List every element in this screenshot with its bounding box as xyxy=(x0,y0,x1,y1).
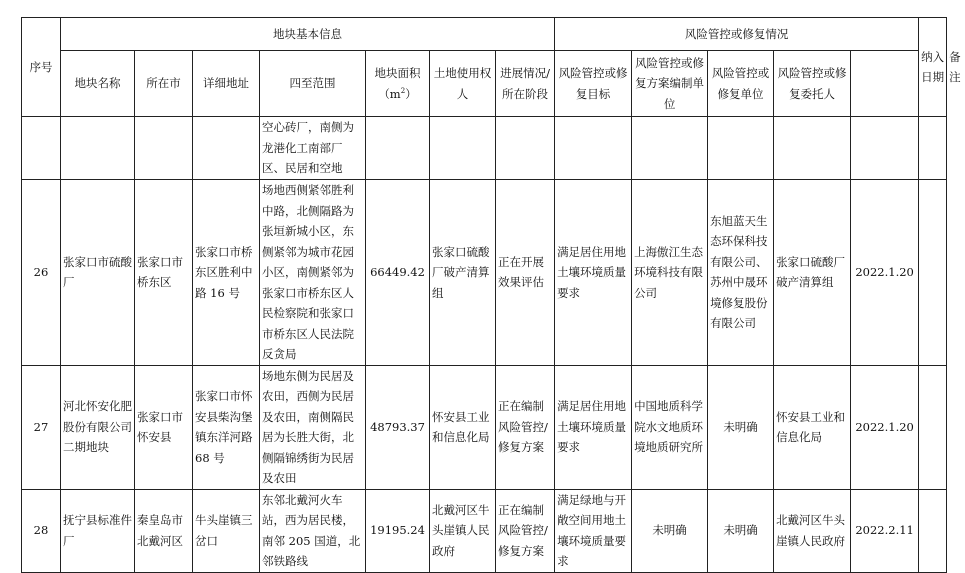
cell-name: 张家口市硫酸厂 xyxy=(61,180,135,366)
cell-target: 满足居住用地土壤环境质量要求 xyxy=(555,180,632,366)
cell-city: 张家口市桥东区 xyxy=(135,180,193,366)
cell-remark xyxy=(919,180,947,366)
header-basic-info: 地块基本信息 xyxy=(61,18,555,51)
header-seq: 序号 xyxy=(22,18,61,117)
cell-progress xyxy=(496,117,555,180)
col-impl-unit: 风险管控或修复单位 xyxy=(708,51,774,117)
cell-seq xyxy=(22,117,61,180)
col-area-unit: $(m^2)$ xyxy=(378,86,417,101)
col-area-label: 地块面积 xyxy=(374,66,421,80)
header-include-date: 纳入日期 xyxy=(919,18,947,117)
cell-land-user: 张家口硫酸厂破产清算组 xyxy=(430,180,496,366)
cell-address xyxy=(193,117,260,180)
cell-impl-unit: 未明确 xyxy=(708,489,774,572)
header-row-2 xyxy=(22,51,947,117)
cell-name xyxy=(61,117,135,180)
cell-impl-unit xyxy=(708,117,774,180)
cell-seq: 28 xyxy=(22,489,61,572)
cell-address: 张家口市桥东区胜利中路 16 号 xyxy=(193,180,260,366)
cell-city: 秦皇岛市北戴河区 xyxy=(135,489,193,572)
col-city: 所在市 xyxy=(135,51,193,117)
cell-remark xyxy=(919,489,947,572)
cell-progress: 正在编制风险管控/修复方案 xyxy=(496,365,555,489)
cell-land-user xyxy=(430,117,496,180)
col-plan-unit: 风险管控或修复方案编制单位 xyxy=(632,51,708,117)
col-client: 风险管控或修复委托人 xyxy=(774,51,851,117)
col-progress: 进展情况/所在阶段 xyxy=(496,51,555,117)
cell-target: 满足居住用地土壤环境质量要求 xyxy=(555,365,632,489)
table-row xyxy=(22,365,947,489)
cell-area: 66449.42 xyxy=(366,180,430,366)
cell-name: 抚宁县标准件厂 xyxy=(61,489,135,572)
cell-area xyxy=(366,117,430,180)
col-address: 详细地址 xyxy=(193,51,260,117)
cell-plan-unit: 中国地质科学院水文地质环境地质研究所 xyxy=(632,365,708,489)
cell-area: 48793.37 xyxy=(366,365,430,489)
cell-date xyxy=(851,117,919,180)
cell-impl-unit: 未明确 xyxy=(708,365,774,489)
cell-city: 张家口市怀安县 xyxy=(135,365,193,489)
cell-boundary: 东邻北戴河火车站，西为居民楼，南邻 205 国道，北邻铁路线 xyxy=(260,489,366,572)
cell-plan-unit xyxy=(632,117,708,180)
col-boundary: 四至范围 xyxy=(260,51,366,117)
cell-seq: 26 xyxy=(22,180,61,366)
cell-boundary: 场地东侧为民居及农田，西侧为民居及农田，南侧隔民居为长胜大街，北侧隔锦绣街为民居及农田 xyxy=(260,365,366,489)
cell-land-user: 怀安县工业和信息化局 xyxy=(430,365,496,489)
cell-progress: 正在编制风险管控/修复方案 xyxy=(496,489,555,572)
cell-impl-unit: 东旭蓝天生态环保科技有限公司、苏州中晟环境修复股份有限公司 xyxy=(708,180,774,366)
cell-client: 北戴河区牛头崖镇人民政府 xyxy=(774,489,851,572)
cell-date: 2022.2.11 xyxy=(851,489,919,572)
cell-land-user: 北戴河区牛头崖镇人民政府 xyxy=(430,489,496,572)
cell-target: 满足绿地与开敞空间用地土壤环境质量要求 xyxy=(555,489,632,572)
cell-remark xyxy=(919,117,947,180)
table-row xyxy=(22,117,947,180)
header-risk-info: 风险管控或修复情况 xyxy=(555,18,919,51)
cell-progress: 正在开展效果评估 xyxy=(496,180,555,366)
cell-boundary: 空心砖厂，南侧为龙港化工南部厂区、民居和空地 xyxy=(260,117,366,180)
table-row xyxy=(22,489,947,572)
cell-client: 怀安县工业和信息化局 xyxy=(774,365,851,489)
col-land-user: 土地使用权人 xyxy=(430,51,496,117)
cell-plan-unit: 未明确 xyxy=(632,489,708,572)
header-row-1: 序号 地块基本信息 风险管控或修复情况 纳入日期 备注 xyxy=(22,18,947,51)
cell-area: 19195.24 xyxy=(366,489,430,572)
cell-client: 张家口硫酸厂破产清算组 xyxy=(774,180,851,366)
col-name: 地块名称 xyxy=(61,51,135,117)
table-row xyxy=(22,180,947,366)
cell-name: 河北怀安化肥股份有限公司二期地块 xyxy=(61,365,135,489)
cell-seq: 27 xyxy=(22,365,61,489)
cell-target xyxy=(555,117,632,180)
cell-remark xyxy=(919,365,947,489)
cell-city xyxy=(135,117,193,180)
cell-plan-unit: 上海傲江生态环境科技有限公司 xyxy=(632,180,708,366)
cell-date: 2022.1.20 xyxy=(851,365,919,489)
cell-address: 张家口市怀安县柴沟堡镇东洋河路 68 号 xyxy=(193,365,260,489)
col-target: 风险管控或修复目标 xyxy=(555,51,632,117)
cell-client xyxy=(774,117,851,180)
cell-boundary: 场地西侧紧邻胜利中路，北侧隔路为张垣新城小区，东侧紧邻为城市花园小区，南侧紧邻为张家口市桥东区人民检察院和张家口市桥东区人民法院反贪局 xyxy=(260,180,366,366)
cell-address: 牛头崖镇三岔口 xyxy=(193,489,260,572)
col-area xyxy=(366,51,430,117)
cell-date: 2022.1.20 xyxy=(851,180,919,366)
site-table xyxy=(21,17,961,573)
